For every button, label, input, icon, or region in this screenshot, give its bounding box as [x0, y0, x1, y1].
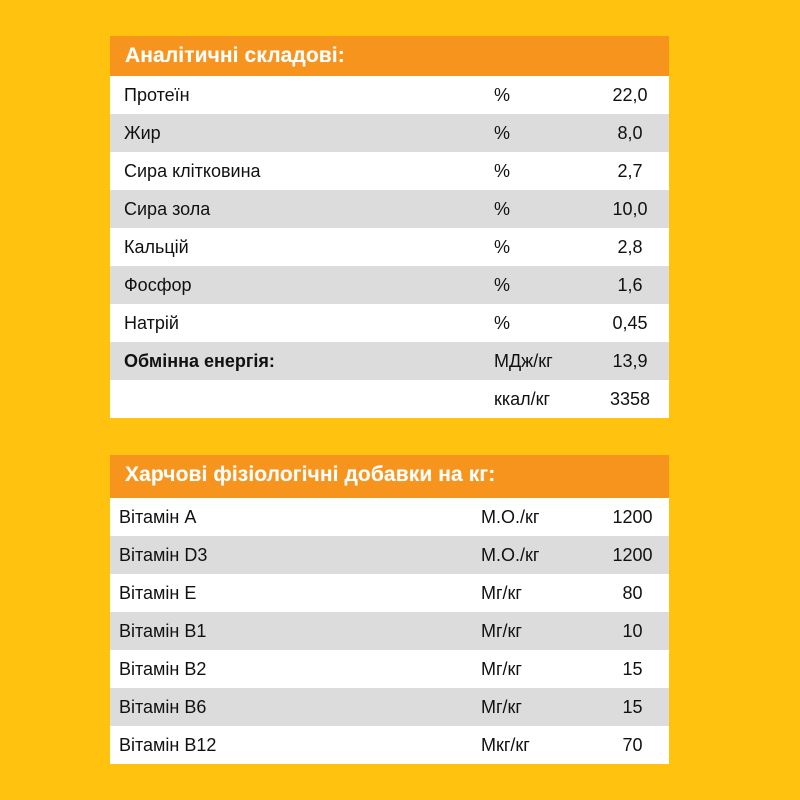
- table-row: [110, 114, 669, 152]
- row-unit: М.О./кг: [481, 544, 540, 565]
- row-value: 10: [622, 620, 643, 641]
- row-value: 22,0: [612, 84, 648, 105]
- row-name: Протеїн: [124, 84, 190, 105]
- row-name: Вітамін А: [119, 506, 197, 527]
- table-row: [110, 190, 669, 228]
- table-row: [110, 76, 669, 114]
- table-row: [110, 688, 669, 726]
- analytic-components-title: Аналітичні складові:: [110, 36, 669, 76]
- row-unit: М.О./кг: [481, 506, 540, 527]
- additives-table: [110, 455, 669, 764]
- row-unit: Мг/кг: [481, 582, 523, 603]
- row-unit: Мкг/кг: [481, 734, 530, 755]
- row-unit: Мг/кг: [481, 620, 523, 641]
- row-name: Кальцій: [124, 236, 189, 257]
- table-row: [110, 536, 669, 574]
- row-value: 2,8: [617, 236, 643, 257]
- row-name: Вітамін В12: [119, 734, 217, 755]
- row-name: Вітамін В2: [119, 658, 207, 679]
- row-value: 1,6: [617, 274, 643, 295]
- table-row: [110, 228, 669, 266]
- additives-title: Харчові фізіологічні добавки на кг:: [110, 455, 669, 498]
- row-value: 70: [622, 734, 643, 755]
- row-value: 80: [622, 582, 643, 603]
- row-unit: %: [494, 122, 511, 143]
- row-unit: Мг/кг: [481, 658, 523, 679]
- row-unit: %: [494, 312, 511, 333]
- row-name: Сира зола: [124, 198, 211, 219]
- table-row: [110, 498, 669, 536]
- row-unit: %: [494, 84, 511, 105]
- row-unit: %: [494, 160, 511, 181]
- row-value: 1200: [612, 544, 653, 565]
- row-value: 8,0: [617, 122, 643, 143]
- row-value: 13,9: [612, 350, 648, 371]
- row-unit: Мг/кг: [481, 696, 523, 717]
- row-value: 1200: [612, 506, 653, 527]
- table-row: [110, 304, 669, 342]
- row-value: 15: [622, 658, 643, 679]
- table-row: [110, 650, 669, 688]
- row-unit: %: [494, 236, 511, 257]
- row-value: 3358: [609, 388, 651, 409]
- row-value: 2,7: [617, 160, 643, 181]
- row-unit: МДж/кг: [494, 350, 553, 371]
- row-name: Натрій: [124, 312, 179, 333]
- table-row: [110, 342, 669, 380]
- row-unit: %: [494, 274, 511, 295]
- row-name: Вітамін В1: [119, 620, 207, 641]
- row-unit: %: [494, 198, 511, 219]
- row-name: Фосфор: [124, 274, 192, 295]
- table-row: [110, 612, 669, 650]
- row-name: Сира клітковина: [124, 160, 261, 181]
- table-row: [110, 726, 669, 764]
- row-unit: ккал/кг: [494, 388, 551, 409]
- table-row: [110, 152, 669, 190]
- row-name: Вітамін D3: [119, 544, 208, 565]
- table-row: [110, 266, 669, 304]
- table-row: [110, 380, 669, 418]
- row-name: Обмінна енергія:: [124, 350, 275, 371]
- row-value: 10,0: [612, 198, 648, 219]
- row-name: Вітамін В6: [119, 696, 207, 717]
- row-name: Вітамін Е: [119, 582, 197, 603]
- table-row: [110, 574, 669, 612]
- row-value: 15: [622, 696, 643, 717]
- analytic-components-table: [110, 36, 669, 418]
- row-name: Жир: [124, 122, 161, 143]
- row-value: 0,45: [612, 312, 648, 333]
